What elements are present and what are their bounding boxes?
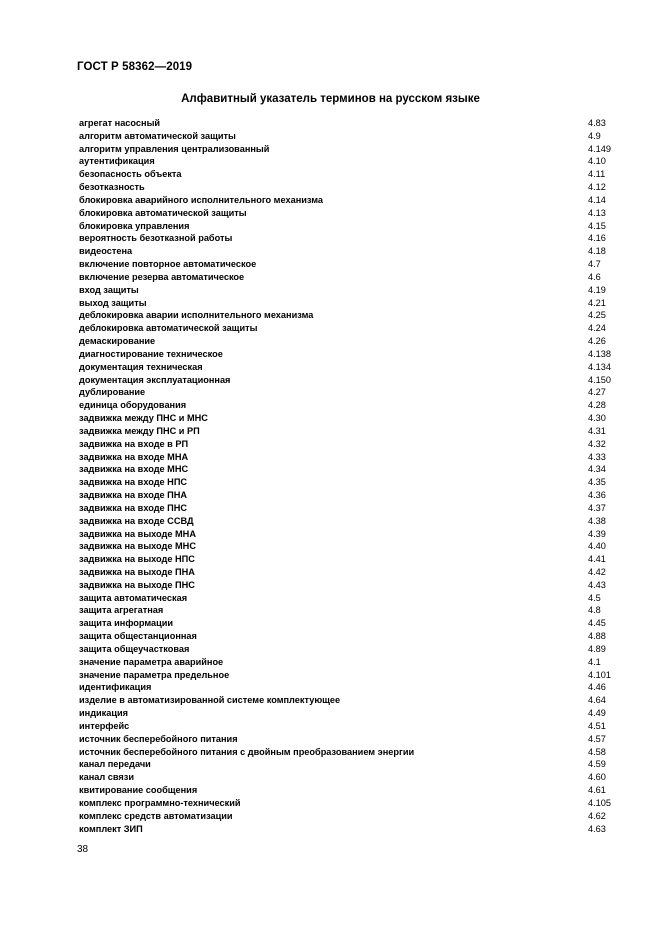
index-entry-reference: 4.36 xyxy=(588,490,606,501)
index-entry-reference: 4.63 xyxy=(588,823,606,834)
index-entry-term: деблокировка автоматической защиты xyxy=(79,323,258,334)
index-entry-reference: 4.45 xyxy=(588,618,606,629)
index-entry-reference: 4.32 xyxy=(588,438,606,449)
index-entry-reference: 4.18 xyxy=(588,246,606,257)
index-entry-reference: 4.101 xyxy=(588,669,611,680)
index-entry-reference: 4.10 xyxy=(588,156,606,167)
index-entry xyxy=(79,746,619,759)
index-entry-term: защита информации xyxy=(79,618,174,629)
index-entry-term: защита автоматическая xyxy=(79,592,188,603)
index-entry xyxy=(79,271,619,284)
index-entry-reference: 4.30 xyxy=(588,413,606,424)
index-entry-reference: 4.43 xyxy=(588,579,606,590)
index-entry-reference: 4.39 xyxy=(588,528,606,539)
index-entry-reference: 4.37 xyxy=(588,502,606,513)
index-entry xyxy=(79,617,619,630)
index-entry xyxy=(79,733,619,746)
index-entry-reference: 4.105 xyxy=(588,797,611,808)
index-entry-term: задвижка на входе в РП xyxy=(79,438,189,449)
index-entry-reference: 4.149 xyxy=(588,143,611,154)
index-entry xyxy=(79,245,619,258)
index-entry xyxy=(79,528,619,541)
index-entry-term: канал передачи xyxy=(79,759,151,770)
index-entry-reference: 4.57 xyxy=(588,733,606,744)
index-entry-reference: 4.12 xyxy=(588,182,606,193)
index-entry-reference: 4.21 xyxy=(588,297,606,308)
index-entry-term: задвижка на входе МНА xyxy=(79,451,189,462)
index-entry-term: алгоритм автоматической защиты xyxy=(79,130,236,141)
index-entry-term: индикация xyxy=(79,708,129,719)
index-entry-reference: 4.13 xyxy=(588,207,606,218)
index-entry-term: задвижка на выходе ПНА xyxy=(79,566,195,577)
index-entry-reference: 4.61 xyxy=(588,785,606,796)
index-entry xyxy=(79,168,619,181)
index-entry-term: включение резерва автоматическое xyxy=(79,271,245,282)
index-entry-reference: 4.41 xyxy=(588,554,606,565)
index-entry-reference: 4.64 xyxy=(588,695,606,706)
index-entry-reference: 4.24 xyxy=(588,323,606,334)
index-entry xyxy=(79,592,619,605)
index-entry-term: задвижка между ПНС и РП xyxy=(79,425,200,436)
index-entry-term: единица оборудования xyxy=(79,400,187,411)
index-entry xyxy=(79,502,619,515)
index-entry-term: безотказность xyxy=(79,182,145,193)
index-entry xyxy=(79,771,619,784)
index-entry-term: включение повторное автоматическое xyxy=(79,259,257,270)
index-entry-term: дублирование xyxy=(79,387,146,398)
index-entry xyxy=(79,284,619,297)
index-entry-term: алгоритм управления централизованный xyxy=(79,143,270,154)
index-entry xyxy=(79,232,619,245)
index-entry-term: деблокировка аварии исполнительного механизма xyxy=(79,310,314,321)
index-entry-reference: 4.9 xyxy=(588,130,601,141)
index-entry-term: защита агрегатная xyxy=(79,605,164,616)
index-entry xyxy=(79,348,619,361)
index-entry xyxy=(79,412,619,425)
index-entry xyxy=(79,784,619,797)
index-entry xyxy=(79,553,619,566)
index-entry xyxy=(79,630,619,643)
index-entry-term: задвижка на выходе МНС xyxy=(79,541,196,552)
index-entry xyxy=(79,669,619,682)
index-entry-reference: 4.58 xyxy=(588,746,606,757)
index-entry-reference: 4.26 xyxy=(588,336,606,347)
index-entry-term: задвижка на входе ССВД xyxy=(79,515,194,526)
index-entry xyxy=(79,797,619,810)
index-title: Алфавитный указатель терминов на русском языке xyxy=(181,93,480,105)
index-entry-reference: 4.19 xyxy=(588,284,606,295)
index-entry-term: комплекс средств автоматизации xyxy=(79,810,233,821)
index-entry-term: выход защиты xyxy=(79,297,147,308)
index-entry-reference: 4.15 xyxy=(588,220,606,231)
index-entry-reference: 4.16 xyxy=(588,233,606,244)
index-entry-term: идентификация xyxy=(79,682,152,693)
index-entry xyxy=(79,489,619,502)
index-entry xyxy=(79,335,619,348)
index-entry-reference: 4.8 xyxy=(588,605,601,616)
index-entry xyxy=(79,297,619,310)
index-entry-reference: 4.6 xyxy=(588,271,601,282)
index-entry-reference: 4.46 xyxy=(588,682,606,693)
index-entry-term: интерфейс xyxy=(79,720,130,731)
index-entry xyxy=(79,117,619,130)
index-entry-term: блокировка управления xyxy=(79,220,190,231)
index-entry-reference: 4.60 xyxy=(588,772,606,783)
index-entry-reference: 4.83 xyxy=(588,118,606,128)
index-entry xyxy=(79,463,619,476)
index-entry-reference: 4.134 xyxy=(588,361,611,372)
index-entry-reference: 4.40 xyxy=(588,541,606,552)
document-code-header: ГОСТ Р 58362—2019 xyxy=(77,61,193,73)
index-entry-term: агрегат насосный xyxy=(79,118,161,128)
index-entry-term: комплект ЗИП xyxy=(79,823,143,834)
index-entry xyxy=(79,207,619,220)
index-entry-reference: 4.28 xyxy=(588,400,606,411)
index-entry-term: документация эксплуатационная xyxy=(79,374,231,385)
page-number: 38 xyxy=(77,844,89,855)
index-entry-term: задвижка на входе ПНА xyxy=(79,490,188,501)
index-entry-term: изделие в автоматизированной системе комплектующее xyxy=(79,695,341,706)
index-entry-term: вход защиты xyxy=(79,284,139,295)
index-entry-term: задвижка на входе НПС xyxy=(79,477,188,488)
index-entry xyxy=(79,810,619,823)
index-entry-reference: 4.14 xyxy=(588,194,606,205)
index-entry-term: безопасность объекта xyxy=(79,169,182,180)
index-entry xyxy=(79,143,619,156)
index-entry-reference: 4.89 xyxy=(588,643,606,654)
index-entry xyxy=(79,181,619,194)
index-entry xyxy=(79,707,619,720)
index-entry-term: канал связи xyxy=(79,772,134,783)
index-entry-reference: 4.34 xyxy=(588,464,606,475)
index-entry xyxy=(79,374,619,387)
index-entry xyxy=(79,515,619,528)
index-entry xyxy=(79,130,619,143)
index-entry xyxy=(79,643,619,656)
index-entry xyxy=(79,258,619,271)
index-entry-term: видеостена xyxy=(79,246,133,257)
index-entry-term: блокировка аварийного исполнительного механизма xyxy=(79,194,324,205)
index-entry-reference: 4.138 xyxy=(588,348,611,359)
index-entry-reference: 4.27 xyxy=(588,387,606,398)
index-entry xyxy=(79,681,619,694)
index-entry-reference: 4.11 xyxy=(588,169,606,180)
index-entry-term: задвижка на выходе НПС xyxy=(79,554,195,565)
index-entry-term: документация техническая xyxy=(79,361,203,372)
index-entry xyxy=(79,425,619,438)
index-entry xyxy=(79,194,619,207)
index-entry-reference: 4.88 xyxy=(588,631,606,642)
index-entry-term: демаскирование xyxy=(79,336,156,347)
index-entry xyxy=(79,155,619,168)
index-entry-term: задвижка на выходе ПНС xyxy=(79,579,195,590)
index-entry-term: блокировка автоматической защиты xyxy=(79,207,247,218)
index-entry-reference: 4.38 xyxy=(588,515,606,526)
index-entry xyxy=(79,361,619,374)
index-entry-reference: 4.35 xyxy=(588,477,606,488)
index-entry-term: задвижка на выходе МНА xyxy=(79,528,196,539)
index-entry-reference: 4.42 xyxy=(588,566,606,577)
index-entry xyxy=(79,540,619,553)
index-entry-reference: 4.31 xyxy=(588,425,606,436)
index-entry-reference: 4.150 xyxy=(588,374,611,385)
index-entry-term: аутентификация xyxy=(79,156,155,167)
index-entry xyxy=(79,758,619,771)
index-entry-term: значение параметра аварийное xyxy=(79,656,224,667)
index-entry-term: диагностирование техническое xyxy=(79,348,223,359)
index-entry-term: комплекс программно-технический xyxy=(79,797,241,808)
index-entry-term: задвижка между ПНС и МНС xyxy=(79,413,208,424)
index-entry xyxy=(79,309,619,322)
index-entry xyxy=(79,694,619,707)
index-entry-term: квитирование сообщения xyxy=(79,785,198,796)
index-entry-reference: 4.25 xyxy=(588,310,606,321)
index-entry-term: защита общеучастковая xyxy=(79,643,190,654)
index-entry-reference: 4.62 xyxy=(588,810,606,821)
index-entry-reference: 4.5 xyxy=(588,592,601,603)
index-entry-term: задвижка на входе МНС xyxy=(79,464,189,475)
index-entry xyxy=(79,322,619,335)
index-entry xyxy=(79,579,619,592)
index-entry xyxy=(79,656,619,669)
index-entry-reference: 4.51 xyxy=(588,720,606,731)
index-entry xyxy=(79,476,619,489)
index-entry xyxy=(79,386,619,399)
index-entry-term: источник бесперебойного питания с двойным преобразованием энергии xyxy=(79,746,415,757)
index-entry xyxy=(79,720,619,733)
index-entry-reference: 4.1 xyxy=(588,656,601,667)
index-entry xyxy=(79,566,619,579)
index-entry xyxy=(79,451,619,464)
index-entry-term: источник бесперебойного питания xyxy=(79,733,238,744)
term-index-list xyxy=(79,117,619,835)
index-entry xyxy=(79,604,619,617)
index-entry-reference: 4.7 xyxy=(588,259,601,270)
index-entry-term: задвижка на входе ПНС xyxy=(79,502,188,513)
index-entry-reference: 4.59 xyxy=(588,759,606,770)
index-entry-term: значение параметра предельное xyxy=(79,669,230,680)
index-entry xyxy=(79,823,619,836)
index-entry-reference: 4.49 xyxy=(588,708,606,719)
index-entry-term: защита общестанционная xyxy=(79,631,197,642)
index-entry xyxy=(79,220,619,233)
index-entry-reference: 4.33 xyxy=(588,451,606,462)
index-entry xyxy=(79,438,619,451)
index-entry xyxy=(79,399,619,412)
index-entry-term: вероятность безотказной работы xyxy=(79,233,233,244)
